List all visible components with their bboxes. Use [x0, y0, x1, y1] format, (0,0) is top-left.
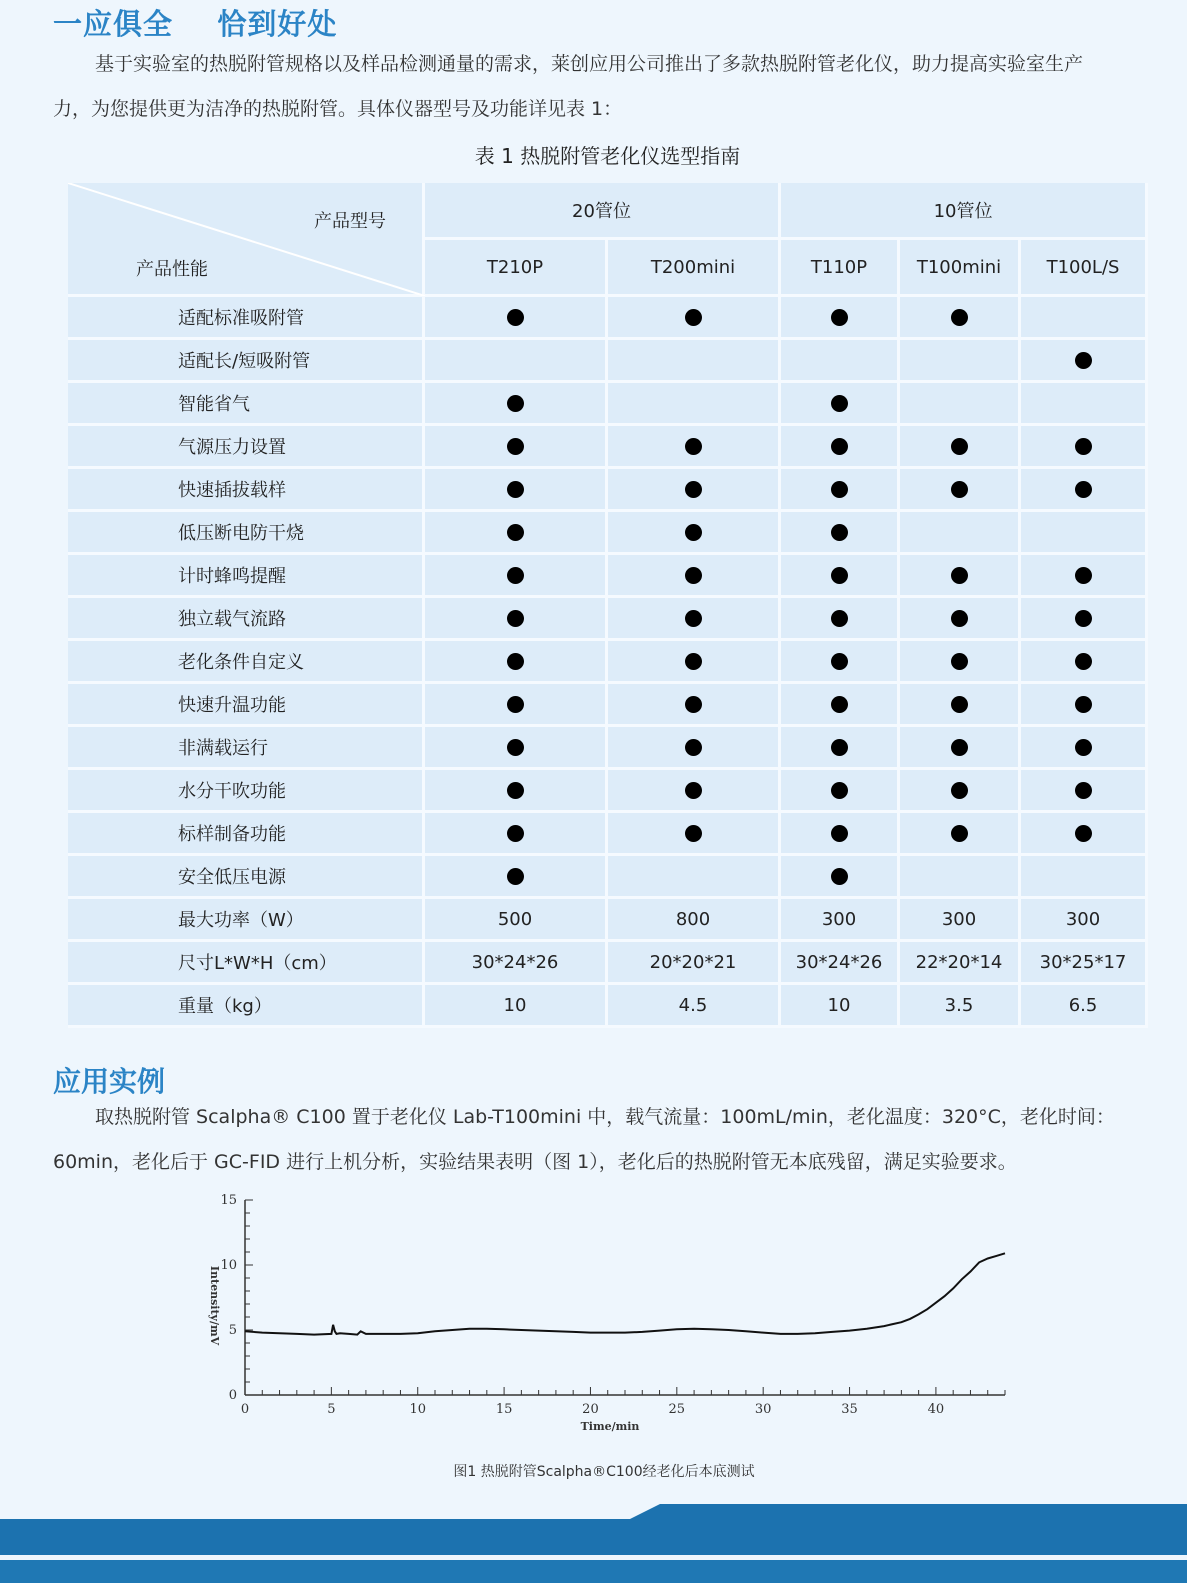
- feature-cell: [1021, 813, 1148, 856]
- feature-cell: [1021, 555, 1148, 598]
- model-header: T100mini: [900, 240, 1021, 297]
- feature-row: [68, 555, 1148, 598]
- feature-cell: [425, 555, 608, 598]
- footer-bottom-band: [0, 1560, 1187, 1583]
- feature-cell: [900, 727, 1021, 770]
- supported-dot-icon: [507, 395, 524, 412]
- supported-dot-icon: [831, 567, 848, 584]
- feature-cell: [608, 770, 781, 813]
- feature-cell: [1021, 641, 1148, 684]
- feature-cell: [781, 340, 900, 383]
- feature-cell: [425, 426, 608, 469]
- spec-name: 重量（kg）: [68, 985, 425, 1028]
- feature-row: [68, 856, 1148, 899]
- feature-cell: [608, 856, 781, 899]
- feature-cell: [1021, 512, 1148, 555]
- supported-dot-icon: [507, 868, 524, 885]
- supported-dot-icon: [1075, 438, 1092, 455]
- y-tick-label: 10: [220, 1258, 237, 1273]
- model-header: T110P: [781, 240, 900, 297]
- feature-cell: [781, 555, 900, 598]
- supported-dot-icon: [507, 653, 524, 670]
- supported-dot-icon: [951, 696, 968, 713]
- feature-cell: [608, 469, 781, 512]
- feature-cell: [608, 598, 781, 641]
- application-line-2: 60min，老化后于 GC-FID 进行上机分析，实验结果表明（图 1），老化后的热脱附管无本底残留，满足实验要求。: [53, 1151, 1017, 1173]
- feature-cell: [425, 469, 608, 512]
- feature-name: 适配长/短吸附管: [68, 340, 425, 383]
- feature-cell: [1021, 684, 1148, 727]
- supported-dot-icon: [507, 438, 524, 455]
- series-line: [245, 1253, 1005, 1334]
- feature-name: 气源压力设置: [68, 426, 425, 469]
- supported-dot-icon: [951, 438, 968, 455]
- feature-cell: [608, 641, 781, 684]
- table-corner-cell: [68, 183, 425, 297]
- supported-dot-icon: [831, 653, 848, 670]
- feature-cell: [900, 770, 1021, 813]
- feature-cell: [425, 340, 608, 383]
- feature-name: 快速插拔载样: [68, 469, 425, 512]
- supported-dot-icon: [831, 395, 848, 412]
- feature-cell: [781, 598, 900, 641]
- supported-dot-icon: [831, 309, 848, 326]
- feature-cell: [425, 856, 608, 899]
- spec-value: 30*24*26: [425, 942, 608, 985]
- supported-dot-icon: [1075, 739, 1092, 756]
- supported-dot-icon: [507, 696, 524, 713]
- feature-row: [68, 512, 1148, 555]
- feature-cell: [781, 512, 900, 555]
- feature-row: [68, 383, 1148, 426]
- feature-cell: [608, 383, 781, 426]
- supported-dot-icon: [507, 825, 524, 842]
- supported-dot-icon: [507, 739, 524, 756]
- supported-dot-icon: [1075, 352, 1092, 369]
- feature-name: 非满载运行: [68, 727, 425, 770]
- figure-caption: 图1 热脱附管Scalpha®C100经老化后本底测试: [453, 1464, 755, 1480]
- feature-cell: [425, 727, 608, 770]
- feature-name: 安全低压电源: [68, 856, 425, 899]
- feature-cell: [1021, 770, 1148, 813]
- supported-dot-icon: [685, 481, 702, 498]
- y-axis-label: Intensity/mV: [208, 1265, 221, 1346]
- feature-row: [68, 340, 1148, 383]
- supported-dot-icon: [951, 653, 968, 670]
- supported-dot-icon: [507, 309, 524, 326]
- x-tick-label: 25: [668, 1402, 686, 1417]
- feature-cell: [608, 727, 781, 770]
- feature-cell: [781, 856, 900, 899]
- corner-label-model: 产品型号: [314, 211, 386, 232]
- feature-name: 标样制备功能: [68, 813, 425, 856]
- spec-value: 30*24*26: [781, 942, 900, 985]
- feature-name: 适配标准吸附管: [68, 297, 425, 340]
- spec-row: [68, 942, 1148, 985]
- feature-name: 独立载气流路: [68, 598, 425, 641]
- supported-dot-icon: [685, 309, 702, 326]
- feature-cell: [781, 297, 900, 340]
- feature-cell: [608, 297, 781, 340]
- feature-cell: [608, 340, 781, 383]
- feature-cell: [900, 684, 1021, 727]
- supported-dot-icon: [951, 825, 968, 842]
- supported-dot-icon: [951, 782, 968, 799]
- feature-cell: [608, 813, 781, 856]
- feature-cell: [900, 340, 1021, 383]
- feature-cell: [1021, 469, 1148, 512]
- supported-dot-icon: [831, 868, 848, 885]
- corner-diagonal-line: [68, 183, 425, 296]
- spec-value: 10: [781, 985, 900, 1028]
- model-selection-table: [68, 183, 1148, 1028]
- feature-row: [68, 727, 1148, 770]
- supported-dot-icon: [685, 696, 702, 713]
- supported-dot-icon: [685, 825, 702, 842]
- spec-value: 300: [781, 899, 900, 942]
- feature-cell: [425, 598, 608, 641]
- spec-value: 300: [900, 899, 1021, 942]
- supported-dot-icon: [507, 610, 524, 627]
- x-tick-label: 10: [409, 1402, 427, 1417]
- supported-dot-icon: [1075, 696, 1092, 713]
- feature-cell: [781, 770, 900, 813]
- model-header: T100L/S: [1021, 240, 1148, 297]
- feature-row: [68, 684, 1148, 727]
- supported-dot-icon: [685, 567, 702, 584]
- group-header-10: 10管位: [781, 183, 1148, 240]
- feature-cell: [781, 426, 900, 469]
- feature-name: 计时蜂鸣提醒: [68, 555, 425, 598]
- feature-cell: [608, 555, 781, 598]
- section-title-complete: 一应俱全 恰到好处: [53, 7, 338, 41]
- supported-dot-icon: [831, 696, 848, 713]
- feature-cell: [1021, 383, 1148, 426]
- application-line-1: 取热脱附管 Scalpha® C100 置于老化仪 Lab-T100mini 中，载气流量：100mL/min，老化温度：320°C，老化时间：: [95, 1106, 1115, 1128]
- supported-dot-icon: [831, 782, 848, 799]
- feature-cell: [1021, 340, 1148, 383]
- background-chromatogram-chart: [195, 1190, 1025, 1452]
- supported-dot-icon: [951, 610, 968, 627]
- feature-cell: [900, 641, 1021, 684]
- feature-cell: [900, 856, 1021, 899]
- group-header-20: 20管位: [425, 183, 781, 240]
- feature-cell: [1021, 426, 1148, 469]
- supported-dot-icon: [685, 653, 702, 670]
- spec-value: 300: [1021, 899, 1148, 942]
- spec-row: [68, 899, 1148, 942]
- supported-dot-icon: [1075, 610, 1092, 627]
- spec-name: 尺寸L*W*H（cm）: [68, 942, 425, 985]
- feature-cell: [1021, 598, 1148, 641]
- feature-cell: [900, 813, 1021, 856]
- feature-cell: [781, 383, 900, 426]
- y-tick-label: 15: [220, 1193, 237, 1208]
- feature-cell: [900, 383, 1021, 426]
- supported-dot-icon: [507, 782, 524, 799]
- feature-cell: [900, 598, 1021, 641]
- spec-value: 22*20*14: [900, 942, 1021, 985]
- feature-row: [68, 641, 1148, 684]
- spec-value: 30*25*17: [1021, 942, 1148, 985]
- footer-band: [0, 1504, 1187, 1555]
- feature-cell: [608, 512, 781, 555]
- feature-name: 低压断电防干烧: [68, 512, 425, 555]
- feature-cell: [1021, 856, 1148, 899]
- feature-cell: [900, 512, 1021, 555]
- supported-dot-icon: [1075, 653, 1092, 670]
- supported-dot-icon: [831, 438, 848, 455]
- feature-row: [68, 770, 1148, 813]
- supported-dot-icon: [507, 481, 524, 498]
- feature-name: 智能省气: [68, 383, 425, 426]
- spec-value: 500: [425, 899, 608, 942]
- spec-value: 6.5: [1021, 985, 1148, 1028]
- spec-value: 20*20*21: [608, 942, 781, 985]
- feature-cell: [425, 383, 608, 426]
- feature-cell: [781, 813, 900, 856]
- feature-cell: [781, 469, 900, 512]
- feature-row: [68, 813, 1148, 856]
- feature-cell: [425, 297, 608, 340]
- x-axis-label: Time/min: [580, 1420, 640, 1433]
- supported-dot-icon: [685, 739, 702, 756]
- supported-dot-icon: [1075, 782, 1092, 799]
- feature-cell: [1021, 297, 1148, 340]
- supported-dot-icon: [951, 739, 968, 756]
- supported-dot-icon: [685, 438, 702, 455]
- feature-cell: [781, 641, 900, 684]
- supported-dot-icon: [831, 524, 848, 541]
- feature-cell: [781, 684, 900, 727]
- supported-dot-icon: [685, 524, 702, 541]
- feature-cell: [425, 684, 608, 727]
- section-title-application: 应用实例: [53, 1065, 166, 1098]
- supported-dot-icon: [1075, 481, 1092, 498]
- feature-cell: [425, 770, 608, 813]
- supported-dot-icon: [685, 610, 702, 627]
- feature-cell: [900, 469, 1021, 512]
- supported-dot-icon: [831, 610, 848, 627]
- x-tick-label: 35: [841, 1402, 858, 1417]
- supported-dot-icon: [507, 567, 524, 584]
- model-header: T200mini: [608, 240, 781, 297]
- feature-cell: [781, 727, 900, 770]
- spec-name: 最大功率（W）: [68, 899, 425, 942]
- application-paragraph: [53, 1095, 1173, 1185]
- feature-cell: [425, 512, 608, 555]
- model-header: T210P: [425, 240, 608, 297]
- y-tick-label: 5: [228, 1323, 237, 1338]
- intro-line-2: 力，为您提供更为洁净的热脱附管。具体仪器型号及功能详见表 1：: [53, 98, 623, 120]
- x-tick-label: 5: [327, 1402, 336, 1417]
- supported-dot-icon: [507, 524, 524, 541]
- feature-row: [68, 598, 1148, 641]
- feature-name: 老化条件自定义: [68, 641, 425, 684]
- supported-dot-icon: [1075, 567, 1092, 584]
- supported-dot-icon: [951, 309, 968, 326]
- spec-value: 3.5: [900, 985, 1021, 1028]
- feature-cell: [425, 813, 608, 856]
- x-tick-label: 20: [582, 1402, 599, 1417]
- spec-value: 10: [425, 985, 608, 1028]
- x-tick-label: 30: [754, 1402, 772, 1417]
- feature-cell: [900, 297, 1021, 340]
- feature-cell: [608, 426, 781, 469]
- intro-line-1: 基于实验室的热脱附管规格以及样品检测通量的需求，莱创应用公司推出了多款热脱附管老化仪，助力提高实验室生产: [95, 53, 1084, 75]
- intro-paragraph: [53, 42, 1173, 132]
- supported-dot-icon: [685, 782, 702, 799]
- table-caption: 表 1 热脱附管老化仪选型指南: [474, 144, 741, 168]
- spec-value: 4.5: [608, 985, 781, 1028]
- feature-row: [68, 469, 1148, 512]
- y-tick-label: 0: [228, 1388, 237, 1403]
- feature-row: [68, 426, 1148, 469]
- feature-cell: [1021, 727, 1148, 770]
- corner-label-performance: 产品性能: [136, 259, 208, 280]
- supported-dot-icon: [831, 739, 848, 756]
- feature-cell: [900, 426, 1021, 469]
- feature-name: 水分干吹功能: [68, 770, 425, 813]
- x-tick-label: 0: [240, 1402, 250, 1417]
- x-tick-label: 40: [927, 1402, 945, 1417]
- x-tick-label: 15: [495, 1402, 513, 1417]
- supported-dot-icon: [831, 481, 848, 498]
- spec-value: 800: [608, 899, 781, 942]
- supported-dot-icon: [951, 567, 968, 584]
- feature-cell: [425, 641, 608, 684]
- feature-row: [68, 297, 1148, 340]
- feature-cell: [900, 555, 1021, 598]
- feature-name: 快速升温功能: [68, 684, 425, 727]
- supported-dot-icon: [831, 825, 848, 842]
- supported-dot-icon: [951, 481, 968, 498]
- supported-dot-icon: [1075, 825, 1092, 842]
- feature-cell: [608, 684, 781, 727]
- spec-row: [68, 985, 1148, 1028]
